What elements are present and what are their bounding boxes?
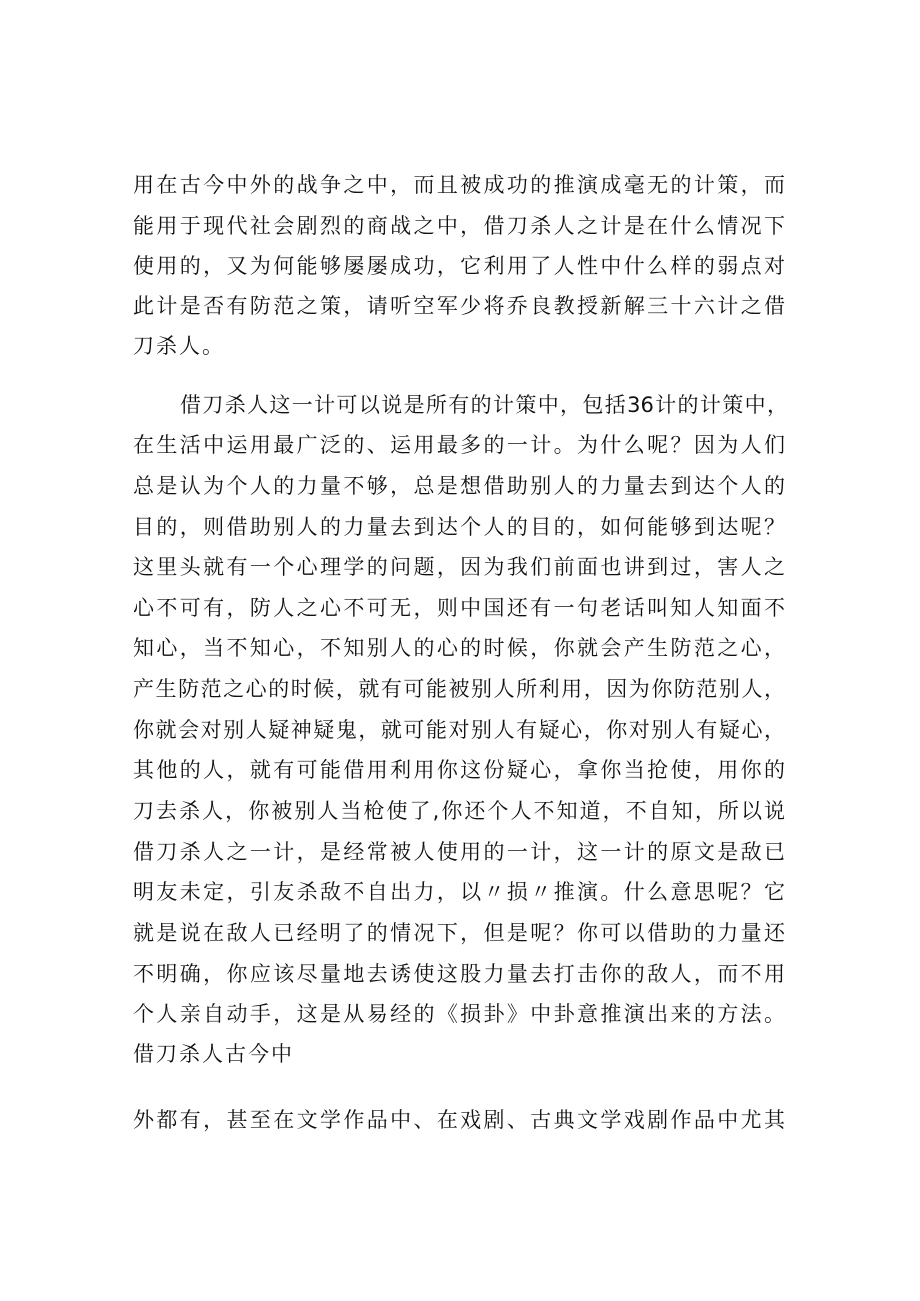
text-line: 借刀杀人这一计可以说是所有的计策中，包括36计的计策中， [180, 393, 788, 417]
text-line: 其他的人，就有可能借用利用你这份疑心，拿你当抢使，用你的 [133, 758, 785, 782]
text-line: 你就会对别人疑神疑鬼，就可能对别人有疑心，你对别人有疑心， [133, 718, 785, 742]
text-line: 刀去杀人，你被别人当枪使了,你还个人不知道，不自知，所以说 [133, 799, 785, 823]
text-line: 使用的，又为何能够屡屡成功，它利用了人性中什么样的弱点对 [133, 254, 785, 278]
text-line: 产生防范之心的时候，就有可能被别人所利用，因为你防范别人， [133, 677, 785, 701]
text-line: 个人亲自动手，这是从易经的《损卦》中卦意推演出来的方法。 [133, 1002, 785, 1026]
text-line: 明友未定，引友杀敌不自出力，以〃损〃推演。什么意思呢？它 [133, 880, 785, 904]
text-line: 借刀杀人之一计，是经常被人使用的一计，这一计的原文是敌已 [133, 840, 785, 864]
text-line: 总是认为个人的力量不够，总是想借助别人的力量去到达个人的 [133, 474, 785, 498]
text-line: 这里头就有一个心理学的问题，因为我们前面也讲到过，害人之 [133, 555, 785, 579]
text-line: 就是说在敌人已经明了的情况下，但是呢？你可以借助的力量还 [133, 921, 785, 945]
text-line: 用在古今中外的战争之中，而且被成功的推演成毫无的计策，而 [133, 173, 785, 197]
text-line: 目的，则借助别人的力量去到达个人的目的，如何能够到达呢？ [133, 515, 785, 539]
text-line: 心不可有，防人之心不可无，则中国还有一句老话叫知人知面不 [133, 596, 785, 620]
text-line: 刀杀人。 [133, 334, 225, 358]
text-line: 能用于现代社会剧烈的商战之中，借刀杀人之计是在什么情况下 [133, 214, 785, 238]
text-line: 此计是否有防范之策，请听空军少将乔良教授新解三十六计之借 [133, 294, 785, 318]
text-line: 在生活中运用最广泛的、运用最多的一计。为什么呢？因为人们 [133, 433, 785, 457]
text-line: 知心，当不知心，不知别人的心的时候，你就会产生防范之心， [133, 636, 785, 660]
text-line: 借刀杀人古今中 [133, 1042, 294, 1066]
text-line: 不明确，你应该尽量地去诱使这股力量去打击你的敌人，而不用 [133, 962, 785, 986]
text-line: 外都有，甚至在文学作品中、在戏剧、古典文学戏剧作品中尤其 [133, 1108, 785, 1132]
